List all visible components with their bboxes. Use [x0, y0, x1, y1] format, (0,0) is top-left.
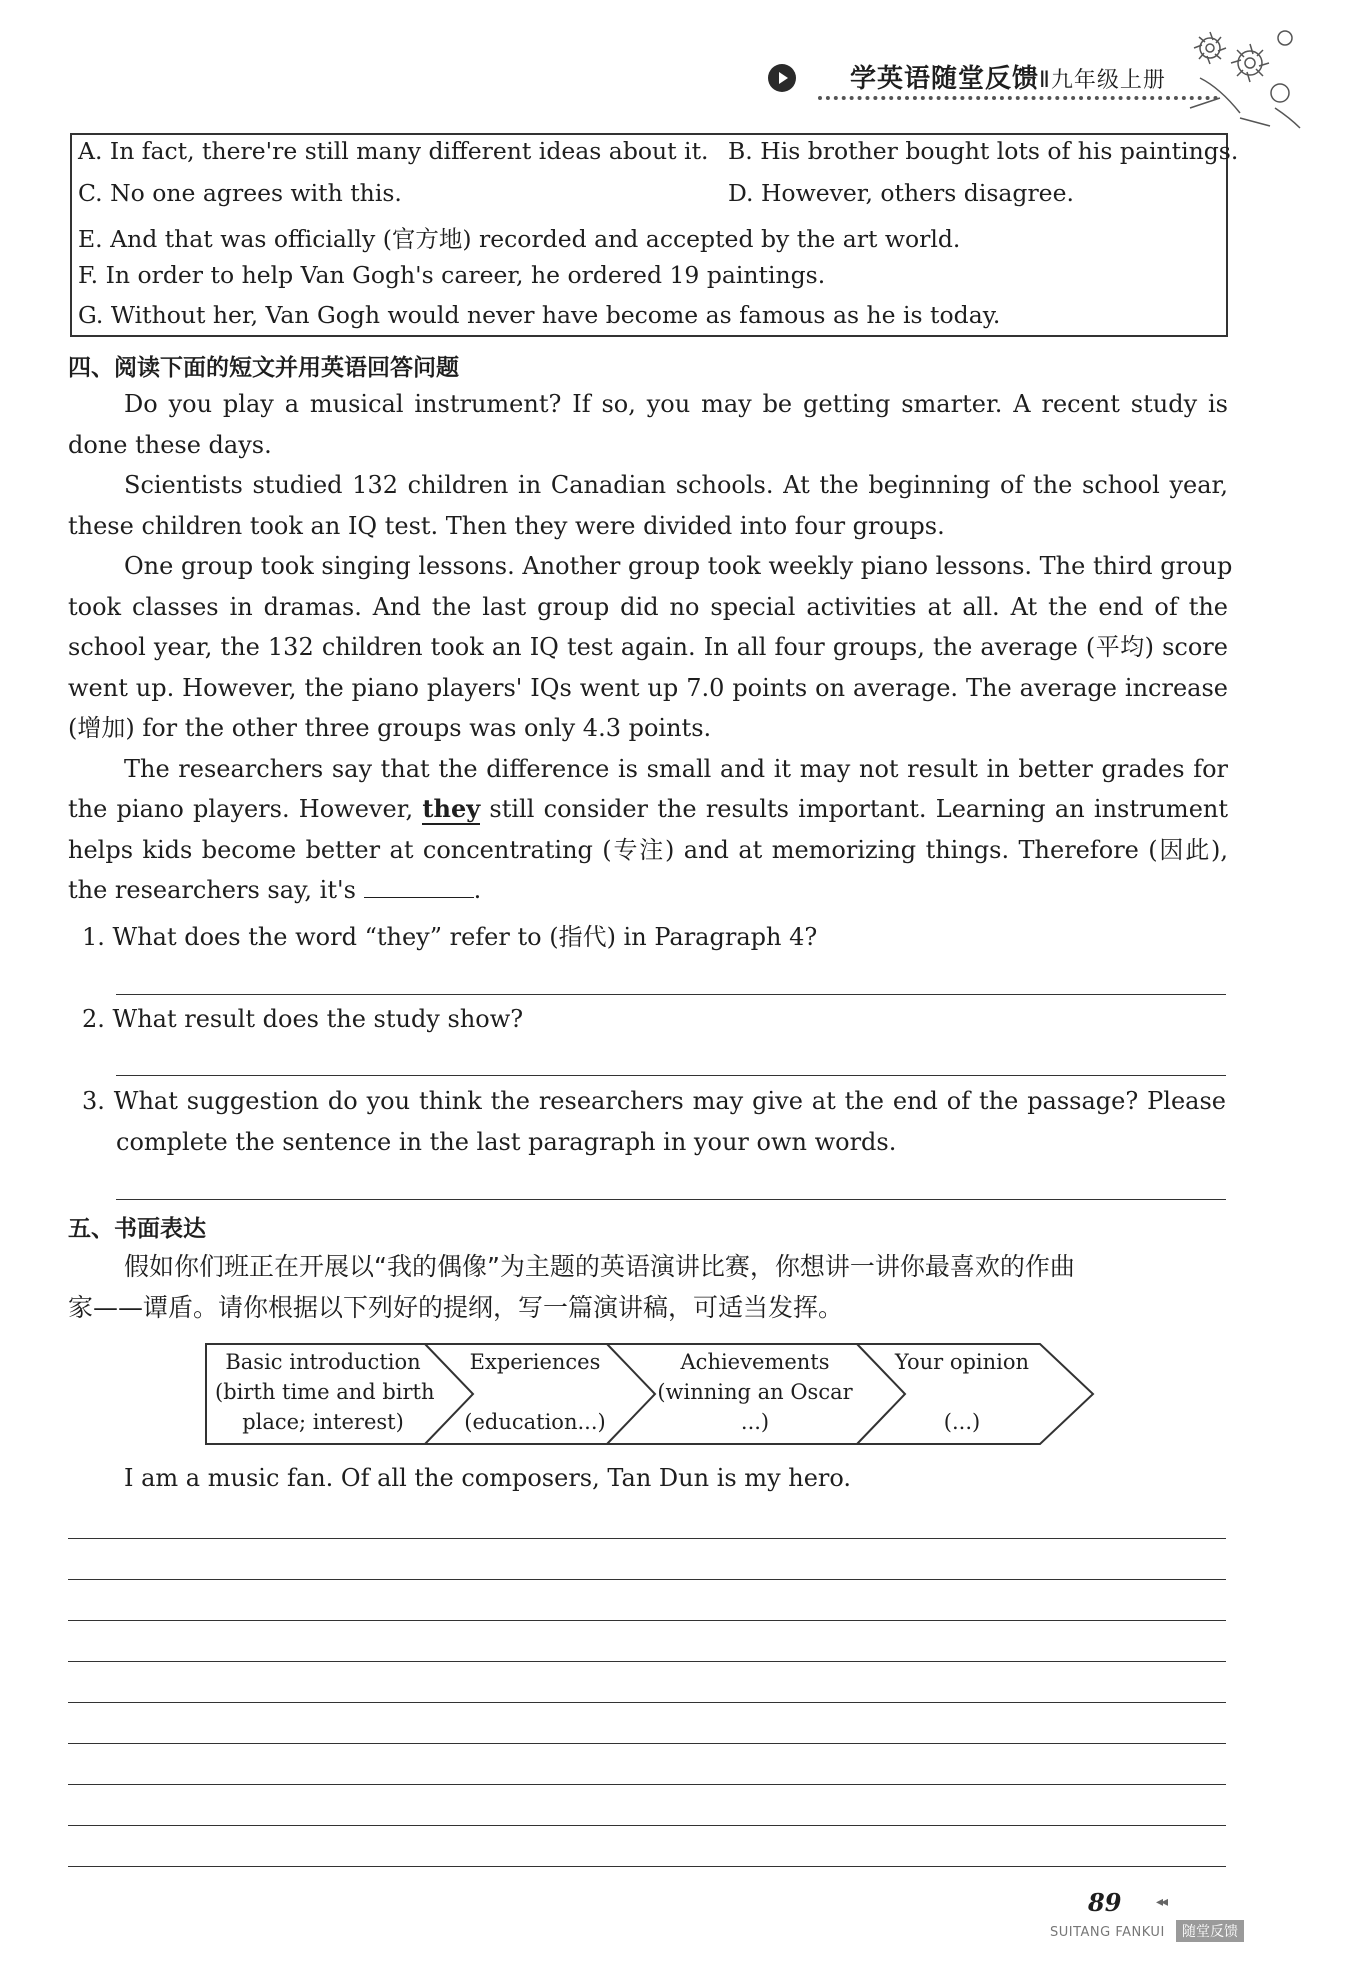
writing-line[interactable]: [68, 1743, 1226, 1744]
outline-flow: [205, 1343, 1095, 1445]
writing-line[interactable]: [68, 1620, 1226, 1621]
passage-line: done these days.: [68, 430, 272, 459]
passage-line: went up. However, the piano players' IQs went up 7.0 points on average. The average increase: [68, 673, 1228, 702]
option-e: E. And that was officially (官方地) recorded and accepted by the art world.: [78, 225, 961, 253]
play-icon: [768, 64, 796, 92]
passage-line: the researchers say, it's .: [68, 876, 482, 904]
header-divider: [818, 96, 1218, 100]
passage-line: Scientists studied 132 children in Canadian schools. At the beginning of the school year,: [124, 471, 1228, 499]
question-3: 3. What suggestion do you think the researchers may give at the end of the passage? Please: [82, 1087, 1226, 1115]
passage-line: the piano players. However, they still consider the results important. Learning an instrument: [68, 794, 1228, 823]
passage-line: One group took singing lessons. Another group took weekly piano lessons. The third group: [124, 552, 1233, 580]
highlighted-word-they: they: [422, 794, 481, 823]
writing-line[interactable]: [68, 1661, 1226, 1662]
writing-line[interactable]: [68, 1538, 1226, 1539]
options-box: [70, 133, 1239, 337]
option-d: D. However, others disagree.: [728, 179, 1074, 207]
book-subtitle: 九年级上册: [1050, 68, 1166, 93]
question-1: 1. What does the word “they” refer to (指代) in Paragraph 4?: [82, 923, 818, 951]
writing-line[interactable]: [68, 1866, 1226, 1867]
option-a: A. In fact, there're still many different ideas about it.: [78, 137, 709, 165]
footer-brand: SUITANG FANKUI: [1050, 1925, 1165, 1940]
answer-line-3[interactable]: [116, 1199, 1226, 1200]
section-5-heading: 五、书面表达: [68, 1216, 206, 1242]
passage-line: took classes in dramas. And the last group did no special activities at all. At the end of the: [68, 592, 1228, 621]
answer-line-1[interactable]: [116, 994, 1226, 995]
outline-step-your-opinion: Your opinion (...): [894, 1350, 1030, 1434]
writing-start-sentence: I am a music fan. Of all the composers, Tan Dun is my hero.: [124, 1464, 852, 1492]
footer-tag: 随堂反馈: [1176, 1920, 1244, 1942]
writing-line[interactable]: [68, 1702, 1226, 1703]
outline-step-experiences: Experiences (education...): [464, 1350, 606, 1434]
writing-prompt-line-2: 家——谭盾。请你根据以下列好的提纲，写一篇演讲稿，可适当发挥。: [68, 1293, 844, 1322]
passage-line: school year, the 132 children took an IQ test again. In all four groups, the average (平均) score: [68, 633, 1228, 661]
writing-prompt-line-1: 假如你们班正在开展以“我的偶像”为主题的英语演讲比赛，你想讲一讲你最喜欢的作曲: [124, 1252, 1075, 1281]
answer-line-2[interactable]: [116, 1075, 1226, 1076]
option-c: C. No one agrees with this.: [78, 179, 402, 207]
outline-step-achievements: Achievements (winning an Oscar ...): [657, 1350, 853, 1434]
question-2: 2. What result does the study show?: [82, 1005, 524, 1033]
section-4-heading: 四、阅读下面的短文并用英语回答问题: [68, 355, 459, 381]
option-f: F. In order to help Van Gogh's career, he ordered 19 paintings.: [78, 261, 826, 289]
outline-step-basic-introduction: Basic introduction (birth time and birth place; interest): [215, 1350, 435, 1434]
passage-line: The researchers say that the difference is small and it may not result in better grades for: [124, 754, 1228, 783]
option-g: G. Without her, Van Gogh would never have become as famous as he is today.: [78, 301, 1001, 329]
passage: [68, 384, 1233, 911]
page-number: 89: [1088, 1888, 1122, 1917]
passage-line: (增加) for the other three groups was only 4.3 points.: [68, 714, 712, 742]
flower-decoration-icon: [1180, 18, 1310, 138]
question-3-continued: complete the sentence in the last paragraph in your own words.: [116, 1128, 897, 1156]
fill-blank[interactable]: [364, 877, 474, 898]
writing-line[interactable]: [68, 1825, 1226, 1826]
writing-line[interactable]: [68, 1579, 1226, 1580]
option-b: B. His brother bought lots of his paintings.: [728, 137, 1239, 165]
passage-line: helps kids become better at concentrating (专注) and at memorizing things. Therefore (因此),: [68, 835, 1228, 864]
arrows-icon: ◂◂: [1156, 1894, 1167, 1910]
passage-line: these children took an IQ test. Then they were divided into four groups.: [68, 511, 945, 540]
writing-line[interactable]: [68, 1784, 1226, 1785]
book-title: 学英语随堂反馈Ⅱ九年级上册: [850, 64, 1166, 94]
passage-line: Do you play a musical instrument? If so, you may be getting smarter. A recent study is: [124, 390, 1228, 418]
